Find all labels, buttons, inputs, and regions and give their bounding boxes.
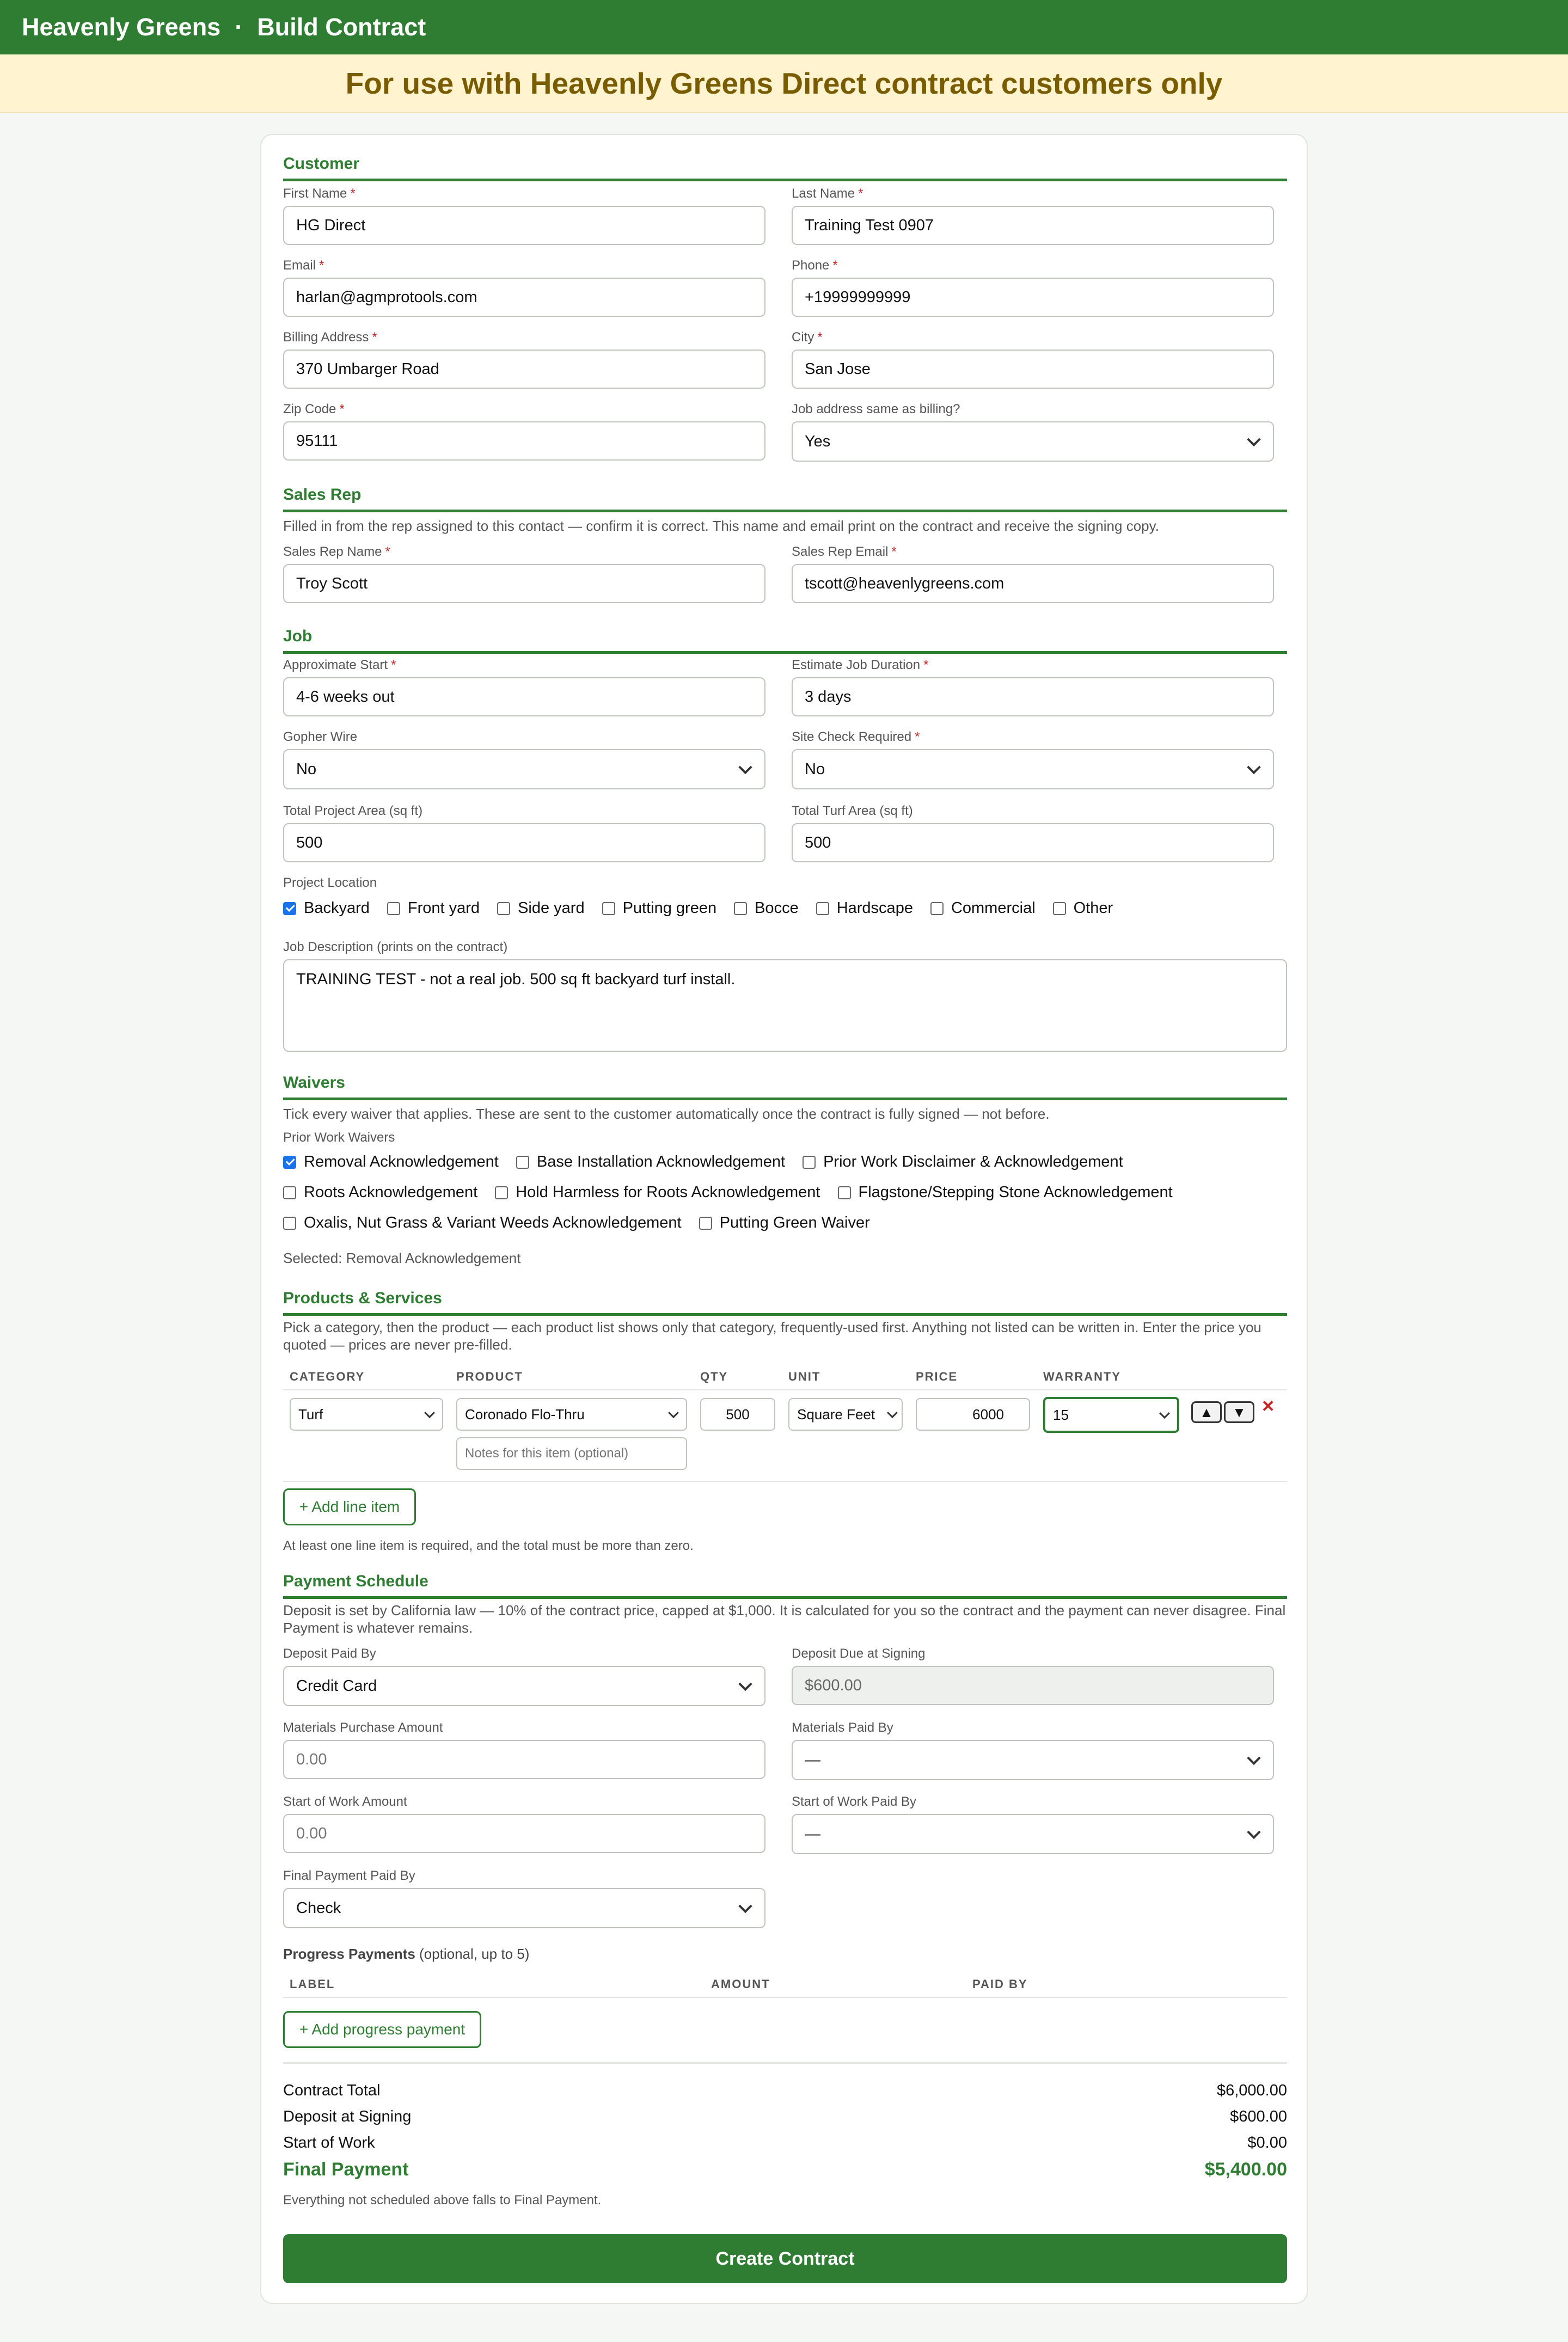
summary-row-deposit bbox=[283, 2108, 1287, 2126]
last-name-input[interactable] bbox=[792, 206, 1274, 245]
category-value: Turf bbox=[298, 1406, 323, 1423]
checkbox[interactable] bbox=[803, 1156, 816, 1169]
waiver-roots[interactable] bbox=[283, 1184, 477, 1201]
close-icon: × bbox=[1262, 1395, 1275, 1418]
section-waivers-title: Waivers bbox=[283, 1074, 1287, 1100]
sales-rep-name-label: Sales Rep Name * bbox=[283, 544, 390, 559]
waiver-row-3 bbox=[283, 1214, 887, 1232]
location-label: Side yard bbox=[518, 899, 585, 917]
turf-area-label: Total Turf Area (sq ft) bbox=[792, 804, 913, 818]
materials-amount-label: Materials Purchase Amount bbox=[283, 1720, 443, 1735]
selected-waivers-text: Selected: Removal Acknowledgement bbox=[283, 1250, 521, 1266]
job-same-select[interactable] bbox=[792, 421, 1274, 462]
line-notes-input[interactable] bbox=[456, 1437, 687, 1470]
summary-value: $600.00 bbox=[1230, 2108, 1287, 2125]
waiver-row-2 bbox=[283, 1184, 1190, 1201]
price-input[interactable]: 6000 bbox=[916, 1398, 1030, 1431]
location-front-yard[interactable] bbox=[387, 899, 480, 917]
location-label: Hardscape bbox=[836, 899, 913, 917]
add-line-item-button[interactable]: + Add line item bbox=[283, 1488, 416, 1525]
project-location-label: Project Location bbox=[283, 875, 377, 890]
unit-select[interactable] bbox=[788, 1398, 903, 1431]
move-down-button[interactable] bbox=[1224, 1401, 1254, 1423]
chevron-down-icon bbox=[887, 1407, 898, 1418]
warranty-select[interactable] bbox=[1043, 1397, 1179, 1433]
start-amount-input[interactable] bbox=[283, 1814, 765, 1853]
header-separator: · bbox=[235, 13, 243, 41]
section-job-title: Job bbox=[283, 627, 1287, 654]
summary-label: Final Payment bbox=[283, 2159, 409, 2180]
job-same-value: Yes bbox=[792, 421, 1274, 462]
start-paid-by-label: Start of Work Paid By bbox=[792, 1794, 916, 1809]
table-divider bbox=[283, 1997, 1287, 1998]
waiver-label: Oxalis, Nut Grass & Variant Weeds Acknowledgement bbox=[304, 1214, 682, 1231]
duration-label: Estimate Job Duration * bbox=[792, 658, 929, 672]
summary-value: $5,400.00 bbox=[1204, 2159, 1287, 2180]
location-putting-green[interactable] bbox=[602, 899, 717, 917]
chevron-down-icon bbox=[668, 1407, 679, 1418]
waiver-removal[interactable] bbox=[283, 1153, 499, 1171]
deposit-paid-by-value: Credit Card bbox=[283, 1666, 765, 1706]
approx-start-label: Approximate Start * bbox=[283, 658, 396, 672]
checkbox[interactable] bbox=[602, 902, 615, 915]
product-value: Coronado Flo-Thru bbox=[465, 1406, 585, 1423]
phone-input[interactable] bbox=[792, 278, 1274, 317]
deposit-paid-by-label: Deposit Paid By bbox=[283, 1646, 376, 1661]
sales-rep-note: Filled in from the rep assigned to this contact — confirm it is correct. This name and email print on the contract and receive the signing copy. bbox=[283, 518, 1159, 534]
checkbox[interactable] bbox=[497, 902, 510, 915]
sales-rep-name-input[interactable] bbox=[283, 564, 765, 603]
zip-input[interactable] bbox=[283, 421, 765, 461]
warranty-value: 15 bbox=[1053, 1406, 1069, 1423]
phone-label: Phone * bbox=[792, 258, 838, 273]
waiver-label: Hold Harmless for Roots Acknowledgement bbox=[516, 1184, 820, 1201]
restriction-banner: For use with Heavenly Greens Direct contract customers only bbox=[0, 54, 1568, 113]
checkbox[interactable] bbox=[283, 1217, 296, 1230]
summary-label: Contract Total bbox=[283, 2082, 381, 2099]
chevron-down-icon bbox=[424, 1407, 435, 1418]
deposit-due-field bbox=[792, 1666, 1274, 1705]
last-name-label: Last Name * bbox=[792, 186, 863, 201]
waivers-note: Tick every waiver that applies. These are sent to the customer automatically once the contract is fully signed — not before. bbox=[283, 1106, 1050, 1122]
progress-payments-heading bbox=[283, 1946, 529, 1963]
section-products-title: Products & Services bbox=[283, 1289, 1287, 1316]
materials-paid-by-select[interactable] bbox=[792, 1740, 1274, 1780]
page-title: Build Contract bbox=[257, 13, 426, 41]
checkbox[interactable] bbox=[283, 1186, 296, 1199]
summary-label: Start of Work bbox=[283, 2134, 375, 2151]
location-label: Front yard bbox=[407, 899, 480, 917]
city-input[interactable] bbox=[792, 350, 1274, 389]
location-label: Commercial bbox=[951, 899, 1036, 917]
location-label: Backyard bbox=[304, 899, 370, 917]
location-side-yard[interactable] bbox=[497, 899, 585, 917]
job-description-label: Job Description (prints on the contract) bbox=[283, 940, 508, 954]
start-paid-by-value: — bbox=[792, 1814, 1274, 1854]
location-label: Bocce bbox=[755, 899, 799, 917]
contract-form bbox=[260, 134, 1308, 2304]
summary-row-start-of-work bbox=[283, 2134, 1287, 2152]
location-hardscape[interactable] bbox=[816, 899, 913, 917]
checkbox[interactable] bbox=[1053, 902, 1066, 915]
remove-line-button[interactable] bbox=[1262, 1395, 1274, 1418]
summary-value: $0.00 bbox=[1247, 2134, 1287, 2151]
arrow-up-icon: ▲ bbox=[1199, 1403, 1214, 1420]
checkbox[interactable] bbox=[516, 1156, 529, 1169]
app-header bbox=[0, 0, 1568, 54]
summary-row-final-payment bbox=[283, 2159, 1287, 2180]
waiver-flagstone[interactable] bbox=[838, 1184, 1173, 1201]
billing-address-label: Billing Address * bbox=[283, 330, 377, 345]
location-other[interactable] bbox=[1053, 899, 1113, 917]
line-item-requirement-text: At least one line item is required, and the total must be more than zero. bbox=[283, 1538, 694, 1553]
checkbox[interactable] bbox=[495, 1186, 508, 1199]
first-name-input[interactable] bbox=[283, 206, 765, 245]
waiver-label: Putting Green Waiver bbox=[719, 1214, 870, 1231]
progress-payments-title: Progress Payments bbox=[283, 1946, 415, 1962]
checkbox[interactable] bbox=[734, 902, 747, 915]
section-customer-title: Customer bbox=[283, 155, 1287, 181]
column-header: WARRANTY bbox=[1043, 1370, 1122, 1383]
summary-row-contract-total bbox=[283, 2082, 1287, 2100]
waiver-putting-green[interactable] bbox=[699, 1214, 870, 1232]
final-paid-by-select[interactable] bbox=[283, 1888, 765, 1928]
column-header: PRICE bbox=[916, 1370, 958, 1383]
waiver-oxalis[interactable] bbox=[283, 1214, 682, 1232]
waiver-label: Removal Acknowledgement bbox=[304, 1153, 499, 1170]
job-same-label: Job address same as billing? bbox=[792, 402, 960, 416]
gopher-wire-select[interactable] bbox=[283, 749, 765, 789]
gopher-wire-value: No bbox=[283, 749, 765, 789]
start-amount-label: Start of Work Amount bbox=[283, 1794, 407, 1809]
checkbox[interactable] bbox=[930, 902, 944, 915]
waiver-row-1 bbox=[283, 1153, 1141, 1171]
materials-paid-by-label: Materials Paid By bbox=[792, 1720, 893, 1735]
column-header: UNIT bbox=[788, 1370, 821, 1383]
prior-work-waivers-label: Prior Work Waivers bbox=[283, 1130, 395, 1145]
column-header: CATEGORY bbox=[290, 1370, 365, 1383]
waiver-hold-harmless-roots[interactable] bbox=[495, 1184, 820, 1201]
deposit-due-label: Deposit Due at Signing bbox=[792, 1646, 926, 1661]
summary-footnote: Everything not scheduled above falls to Final Payment. bbox=[283, 2193, 602, 2208]
gopher-wire-label: Gopher Wire bbox=[283, 729, 358, 744]
site-check-value: No bbox=[792, 749, 1274, 789]
move-up-button[interactable] bbox=[1191, 1401, 1222, 1423]
create-contract-button[interactable]: Create Contract bbox=[283, 2234, 1287, 2283]
arrow-down-icon: ▼ bbox=[1232, 1403, 1246, 1420]
column-header: LABEL bbox=[290, 1977, 335, 1991]
category-select[interactable] bbox=[290, 1398, 443, 1431]
waiver-label: Base Installation Acknowledgement bbox=[536, 1153, 786, 1170]
brand-name: Heavenly Greens bbox=[22, 13, 221, 41]
location-bocce[interactable] bbox=[734, 899, 799, 917]
column-header: PAID BY bbox=[972, 1977, 1028, 1991]
start-paid-by-select[interactable] bbox=[792, 1814, 1274, 1854]
column-header: PRODUCT bbox=[456, 1370, 523, 1383]
checkbox[interactable] bbox=[816, 902, 829, 915]
project-area-label: Total Project Area (sq ft) bbox=[283, 804, 423, 818]
project-area-input[interactable] bbox=[283, 823, 765, 862]
qty-input[interactable]: 500 bbox=[700, 1398, 775, 1431]
billing-address-input[interactable] bbox=[283, 350, 765, 389]
approx-start-input[interactable] bbox=[283, 677, 765, 716]
product-select[interactable] bbox=[456, 1398, 687, 1431]
chevron-down-icon bbox=[1159, 1408, 1170, 1419]
project-location-group bbox=[283, 899, 1130, 917]
column-header: AMOUNT bbox=[711, 1977, 770, 1991]
waiver-base-installation[interactable] bbox=[516, 1153, 785, 1171]
checkbox[interactable] bbox=[387, 902, 400, 915]
site-check-label: Site Check Required * bbox=[792, 729, 920, 744]
summary-divider bbox=[283, 2062, 1287, 2064]
add-progress-payment-button[interactable]: + Add progress payment bbox=[283, 2011, 481, 2048]
email-input[interactable] bbox=[283, 278, 765, 317]
location-backyard[interactable] bbox=[283, 899, 370, 917]
final-paid-by-label: Final Payment Paid By bbox=[283, 1868, 415, 1883]
section-payment-title: Payment Schedule bbox=[283, 1572, 1287, 1599]
checkbox[interactable] bbox=[838, 1186, 851, 1199]
city-label: City * bbox=[792, 330, 823, 345]
progress-payments-subtitle: (optional, up to 5) bbox=[419, 1946, 530, 1962]
summary-value: $6,000.00 bbox=[1216, 2082, 1287, 2099]
table-divider bbox=[283, 1481, 1287, 1482]
zip-label: Zip Code * bbox=[283, 402, 345, 416]
products-note: Pick a category, then the product — each product list shows only that category, frequently-used first. Anything not listed can be written in. Enter the price you quoted — prices are never pre-filled. bbox=[283, 1319, 1261, 1353]
materials-amount-input[interactable] bbox=[283, 1740, 765, 1779]
sales-rep-email-label: Sales Rep Email * bbox=[792, 544, 897, 559]
waiver-label: Flagstone/Stepping Stone Acknowledgement bbox=[858, 1184, 1173, 1201]
checkbox[interactable] bbox=[283, 902, 296, 915]
checkbox[interactable] bbox=[283, 1156, 296, 1169]
site-check-select[interactable] bbox=[792, 749, 1274, 789]
turf-area-input[interactable] bbox=[792, 823, 1274, 862]
waiver-prior-work-disclaimer[interactable] bbox=[803, 1153, 1123, 1171]
location-commercial[interactable] bbox=[930, 899, 1036, 917]
summary-label: Deposit at Signing bbox=[283, 2108, 412, 2125]
sales-rep-email-input[interactable] bbox=[792, 564, 1274, 603]
location-label: Putting green bbox=[622, 899, 717, 917]
table-divider bbox=[283, 1389, 1287, 1390]
deposit-paid-by-select[interactable] bbox=[283, 1666, 765, 1706]
waiver-label: Prior Work Disclaimer & Acknowledgement bbox=[823, 1153, 1123, 1170]
duration-input[interactable] bbox=[792, 677, 1274, 716]
first-name-label: First Name * bbox=[283, 186, 356, 201]
unit-value: Square Feet bbox=[797, 1406, 875, 1423]
section-sales-rep-title: Sales Rep bbox=[283, 486, 1287, 512]
email-label: Email * bbox=[283, 258, 324, 273]
job-description-textarea[interactable] bbox=[283, 959, 1287, 1052]
column-header: QTY bbox=[700, 1370, 728, 1383]
materials-paid-by-value: — bbox=[792, 1740, 1274, 1780]
final-paid-by-value: Check bbox=[283, 1888, 765, 1928]
payment-note: Deposit is set by California law — 10% of the contract price, capped at $1,000. It is calculated for you so the contract and the payment can never disagree. Final Payment is whatever remains. bbox=[283, 1602, 1286, 1636]
location-label: Other bbox=[1073, 899, 1113, 917]
checkbox[interactable] bbox=[699, 1217, 712, 1230]
waiver-label: Roots Acknowledgement bbox=[304, 1184, 478, 1201]
